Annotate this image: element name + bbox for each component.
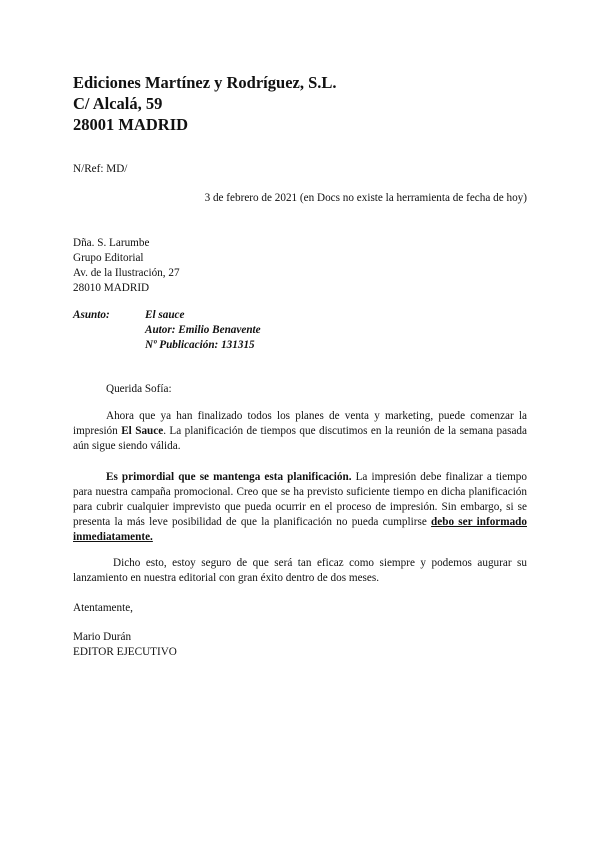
recipient-name: Dña. S. Larumbe — [73, 237, 150, 249]
letter-date: 3 de febrero de 2021 (en Docs no existe la herramienta de fecha de hoy) — [204, 192, 527, 204]
sender-block — [73, 72, 337, 135]
subject-publication: Nº Publicación: 131315 — [145, 339, 255, 351]
signature-block — [73, 630, 177, 660]
book-title: El Sauce — [121, 425, 164, 437]
recipient-company: Grupo Editorial — [73, 252, 144, 264]
paragraph-2 — [73, 470, 527, 545]
sender-city: 28001 MADRID — [73, 115, 189, 134]
subject-label: Asunto: — [73, 309, 110, 321]
paragraph-2-underlined: debo ser informado inmediatamente. — [73, 516, 527, 543]
greeting: Querida Sofía: — [106, 383, 172, 395]
paragraph-2-emphasis: Es primordial que se mantenga esta planificación. — [106, 471, 352, 483]
sender-street: C/ Alcalá, 59 — [73, 94, 163, 113]
sender-name: Ediciones Martínez y Rodríguez, S.L. — [73, 73, 337, 92]
recipient-city: 28010 MADRID — [73, 282, 150, 294]
subject-values — [145, 308, 261, 353]
signer-title: EDITOR EJECUTIVO — [73, 646, 177, 658]
signer-name: Mario Durán — [73, 631, 132, 643]
closing: Atentamente, — [73, 602, 133, 614]
subject-author: Autor: Emilio Benavente — [145, 324, 261, 336]
recipient-street: Av. de la Ilustración, 27 — [73, 267, 180, 279]
paragraph-1-start: Ahora que ya han finalizado todos los planes de venta y marketing, puede comenzar la impresión — [73, 410, 527, 437]
paragraph-3: Dicho esto, estoy seguro de que será tan eficaz como siempre y podemos augurar su lanzamiento en nuestra editorial con gran éxito dentro de dos meses. — [73, 557, 527, 584]
paragraph-2-text: La impresión debe finalizar a tiempo para nuestra campaña promocional. Creo que se ha previsto suficiente tiempo en dicha planificación para cubrir cualquier imprevisto que pueda ocurrir en el proceso de impresión. Sin embargo, si se presenta la más leve posibilidad de que la planificación no pueda cumplirse — [73, 471, 527, 528]
reference: N/Ref: MD/ — [73, 163, 128, 175]
paragraph-1-end: . La planificación de tiempos que discutimos en la reunión de la semana pasada aún sigue siendo válida. — [73, 425, 527, 452]
paragraph-1 — [73, 409, 527, 454]
subject-title: El sauce — [145, 309, 185, 321]
recipient-block — [73, 236, 180, 296]
